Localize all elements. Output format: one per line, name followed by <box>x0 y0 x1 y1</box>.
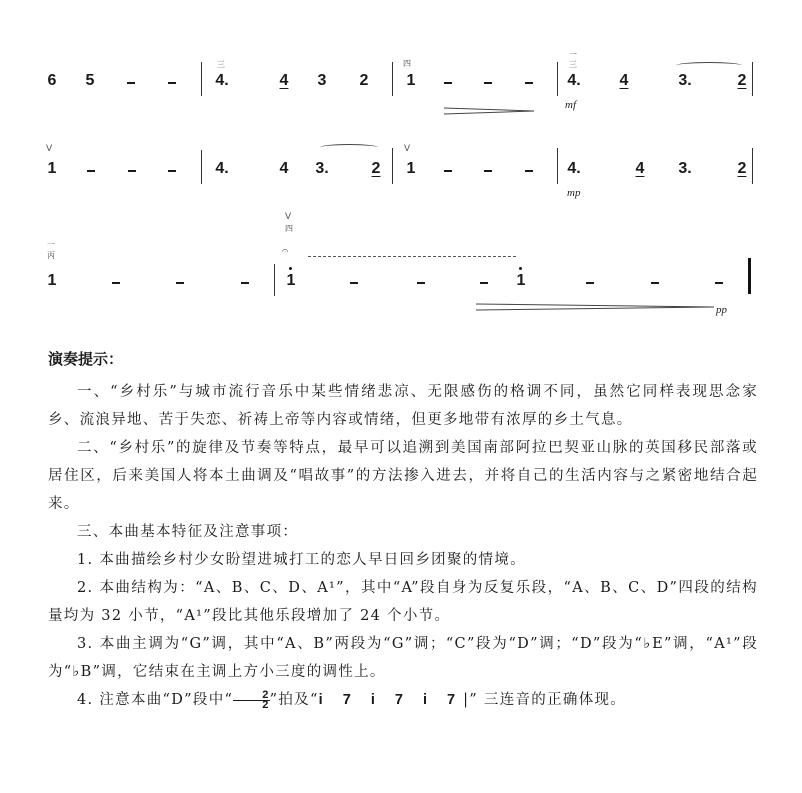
breath-mark: V <box>404 144 411 154</box>
sustain-dash <box>444 82 452 84</box>
string-position-mark: 三 <box>217 60 225 69</box>
sustain-dash <box>168 170 176 172</box>
notes-paragraph: 1. 本曲描绘乡村少女盼望进城打工的恋人早日回乡团聚的情境。 <box>77 552 526 568</box>
slur <box>676 62 742 69</box>
sustain-dash <box>241 282 249 284</box>
note: 3. <box>315 160 329 177</box>
sustain-dash <box>127 82 135 84</box>
barline <box>201 150 202 184</box>
sustain-dash <box>480 282 488 284</box>
notes-paragraph: 二、“乡村乐”的旋律及节奏等特点，最早可以追溯到美国南部阿拉巴契亚山脉的英国移民部落或居住区，后来美国人将本土曲调及“唱故事”的方法掺入进去，并将自己的生活内容与之紧密地结合起来。 <box>48 440 758 512</box>
note: 3 <box>317 72 327 89</box>
item-4-middle: ”拍及“ <box>269 692 319 708</box>
note: 4. <box>215 72 229 89</box>
note: 4. <box>567 160 581 177</box>
note: 4. <box>567 72 581 89</box>
high-octave-dot <box>519 267 522 270</box>
dynamic-marking: mf <box>565 99 576 111</box>
barline <box>201 62 202 96</box>
notes-paragraph: 3. 本曲主调为“G”调，其中“A、B”两段为“G”调；“C”段为“D”调；“D”段为“♭E”调，“A¹”段为“♭B”调，它结束在主调上方小三度的调性上。 <box>48 636 758 680</box>
string-position-mark: 三 <box>569 60 577 69</box>
note: 1 <box>283 272 299 290</box>
fermata-icon: 𝄐 <box>282 244 289 257</box>
high-octave-dot <box>289 267 292 270</box>
item-4-paragraph <box>48 686 758 714</box>
barline <box>752 62 753 96</box>
notes-paragraph: 一、“乡村乐”与城市流行音乐中某些情绪悲凉、无限感伤的格调不同，虽然它同样表现思念家乡、流浪异地、苦于失恋、祈祷上帝等内容或情绪，但更多地带有浓厚的乡土气息。 <box>48 384 758 428</box>
sustain-dash <box>444 170 452 172</box>
sustain-dash <box>87 170 95 172</box>
note: 4 <box>619 72 629 89</box>
numbered-score <box>0 0 802 340</box>
note: 6 <box>47 72 57 89</box>
sustain-dash <box>715 282 723 284</box>
time-signature-fraction: $\frac{2}{2}$ <box>233 691 269 710</box>
sustain-dash <box>484 82 492 84</box>
sustain-dash <box>128 170 136 172</box>
sustain-dash <box>176 282 184 284</box>
barline <box>392 148 393 184</box>
note: 5 <box>85 72 95 89</box>
barline <box>274 264 275 296</box>
note: 2 <box>737 72 747 89</box>
note: 2 <box>737 160 747 177</box>
string-position-mark: 一 <box>569 50 577 59</box>
dynamic-marking: pp <box>716 304 727 316</box>
breath-mark: V <box>46 144 53 154</box>
string-position-mark: 丙 <box>47 251 55 260</box>
note: 2 <box>371 160 381 177</box>
slur <box>320 144 378 151</box>
notes-paragraph: 2. 本曲结构为：“A、B、C、D、A¹”，其中“A”段自身为反复乐段，“A、B、C、D”四段的结构量均为 32 小节，“A¹”段比其他乐段增加了 24 个小节。 <box>48 580 758 624</box>
barline <box>557 62 558 96</box>
decrescendo-hairpin <box>476 298 714 306</box>
extension-line <box>308 256 516 257</box>
final-barline <box>748 258 751 294</box>
note: 4. <box>215 160 229 177</box>
sustain-dash <box>350 282 358 284</box>
sustain-dash <box>168 82 176 84</box>
sustain-dash <box>651 282 659 284</box>
barline <box>392 62 393 96</box>
sustain-dash <box>525 82 533 84</box>
string-position-mark: 一 <box>47 240 55 249</box>
dynamic-marking: mp <box>567 187 581 199</box>
sustain-dash <box>112 282 120 284</box>
string-position-mark: 四 <box>403 59 411 68</box>
sustain-dash <box>525 170 533 172</box>
note: 1 <box>406 72 416 89</box>
sustain-dash <box>484 170 492 172</box>
decrescendo-hairpin <box>444 102 534 110</box>
notes-heading: 演奏提示： <box>48 350 124 368</box>
sustain-dash <box>417 282 425 284</box>
note: 1 <box>47 272 57 289</box>
string-position-mark: 四 <box>285 224 293 233</box>
note: 3. <box>678 160 692 177</box>
item-4-suffix: |” 三连音的正确体现。 <box>463 692 627 708</box>
barline <box>557 148 558 184</box>
note: 1 <box>513 272 529 290</box>
performance-notes <box>48 348 758 714</box>
note: 1 <box>406 160 416 177</box>
note: 4 <box>279 72 289 89</box>
notes-paragraph: 三、本曲基本特征及注意事项： <box>77 524 299 540</box>
notes-paragraphs <box>48 378 758 686</box>
breath-mark: V <box>285 212 292 222</box>
item-4-prefix: 4. 注意本曲“D”段中“ <box>77 692 234 708</box>
note: 4 <box>279 160 289 177</box>
sustain-dash <box>586 282 594 284</box>
note: 2 <box>359 72 369 89</box>
note: 1 <box>47 160 57 177</box>
barline <box>752 148 753 184</box>
triplet-notes: i 7 i 7 i 7 <box>318 692 464 708</box>
note: 3. <box>678 72 692 89</box>
note: 4 <box>635 160 645 177</box>
